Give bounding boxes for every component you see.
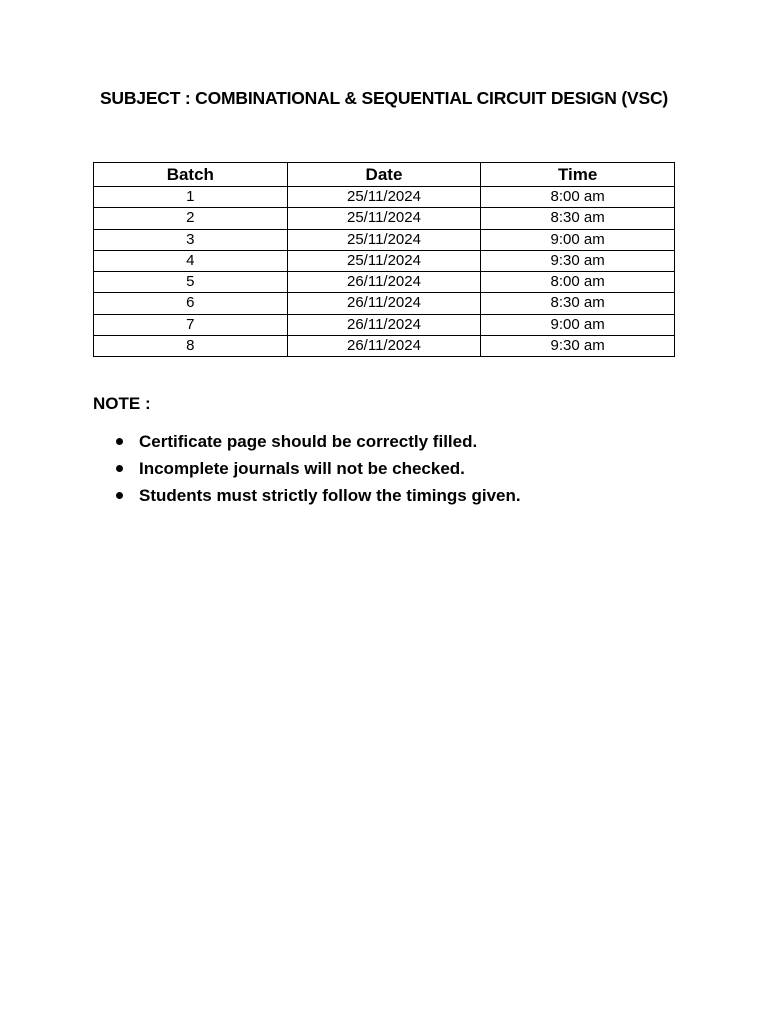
cell-date: 25/11/2024	[287, 250, 481, 271]
column-header-date: Date	[287, 163, 481, 187]
cell-date: 26/11/2024	[287, 314, 481, 335]
column-header-batch: Batch	[94, 163, 288, 187]
cell-batch: 1	[94, 187, 288, 208]
note-text: Certificate page should be correctly filled.	[139, 432, 478, 451]
table-header-row	[94, 163, 675, 187]
schedule-table	[93, 162, 675, 357]
cell-date: 25/11/2024	[287, 229, 481, 250]
table-row	[94, 314, 675, 335]
cell-batch: 8	[94, 336, 288, 357]
cell-batch: 5	[94, 272, 288, 293]
table-row	[94, 208, 675, 229]
note-heading: NOTE :	[93, 394, 151, 413]
cell-time: 9:00 am	[481, 314, 675, 335]
cell-batch: 7	[94, 314, 288, 335]
note-list	[115, 428, 521, 509]
cell-date: 25/11/2024	[287, 208, 481, 229]
cell-batch: 2	[94, 208, 288, 229]
column-header-time: Time	[481, 163, 675, 187]
list-item	[115, 428, 521, 455]
table-row	[94, 293, 675, 314]
bullet-icon	[116, 438, 123, 445]
table-row	[94, 250, 675, 271]
list-item	[115, 482, 521, 509]
cell-time: 9:30 am	[481, 336, 675, 357]
table-row	[94, 229, 675, 250]
cell-time: 9:30 am	[481, 250, 675, 271]
cell-date: 26/11/2024	[287, 336, 481, 357]
note-text: Students must strictly follow the timings given.	[139, 486, 521, 505]
cell-time: 8:00 am	[481, 187, 675, 208]
cell-batch: 4	[94, 250, 288, 271]
cell-date: 26/11/2024	[287, 272, 481, 293]
cell-time: 8:00 am	[481, 272, 675, 293]
cell-date: 26/11/2024	[287, 293, 481, 314]
bullet-icon	[116, 492, 123, 499]
cell-date: 25/11/2024	[287, 187, 481, 208]
bullet-icon	[116, 465, 123, 472]
cell-time: 8:30 am	[481, 208, 675, 229]
subject-title: SUBJECT : COMBINATIONAL & SEQUENTIAL CIRCUIT DESIGN (VSC)	[99, 88, 669, 108]
cell-time: 9:00 am	[481, 229, 675, 250]
table-row	[94, 187, 675, 208]
table-row	[94, 336, 675, 357]
note-text: Incomplete journals will not be checked.	[139, 459, 465, 478]
cell-batch: 3	[94, 229, 288, 250]
list-item	[115, 455, 521, 482]
table-row	[94, 272, 675, 293]
cell-time: 8:30 am	[481, 293, 675, 314]
cell-batch: 6	[94, 293, 288, 314]
